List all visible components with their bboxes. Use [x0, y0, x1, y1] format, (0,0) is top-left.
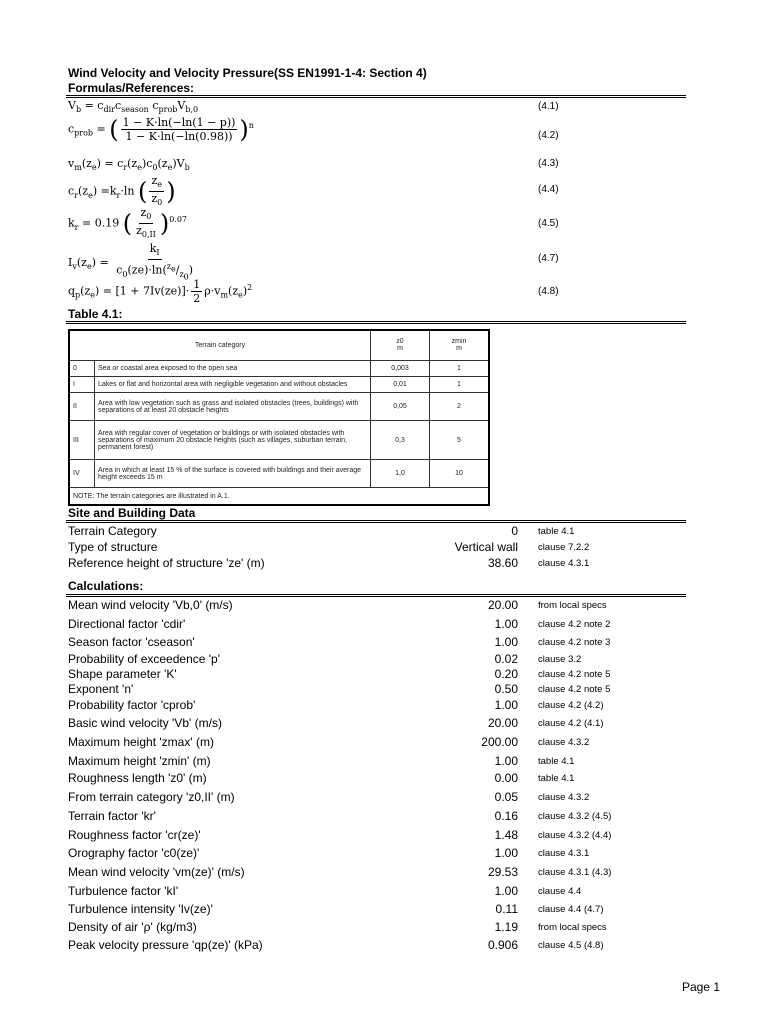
- calc-row-clause: clause 4.3.1 (4.3): [538, 867, 612, 878]
- calc-row-value: 1.48: [494, 828, 518, 842]
- calc-row-label: From terrain category 'z0,II' (m): [68, 790, 235, 804]
- calc-row-clause: clause 4.2 note 2: [538, 619, 611, 630]
- formula-ref: (4.5): [538, 218, 559, 229]
- page-title: Wind Velocity and Velocity Pressure(SS EN1991-1-4: Section 4): [68, 66, 427, 80]
- formula-ref: (4.7): [538, 253, 559, 264]
- calc-row-value: 20.00: [487, 598, 518, 612]
- formula-4-1: $V_b = c_{dir}c_{season}$ $c_{prob}V_{b,0}$: [68, 99, 199, 115]
- calc-row-clause: clause 4.3.2 (4.4): [538, 830, 612, 841]
- calc-row-clause: table 4.1: [538, 773, 575, 784]
- formula-4-4: $c_r(z_e) =k_r\cdot\ln$ ( $\frac{z_e}{z_0}$ ): [68, 174, 176, 208]
- calc-row-clause: from local specs: [538, 922, 607, 933]
- calc-row-clause: clause 4.2 (4.1): [538, 718, 604, 729]
- calc-row-label: Terrain factor 'kr': [68, 809, 156, 823]
- site-row-clause: table 4.1: [538, 526, 575, 537]
- calc-row-value: 0.11: [495, 902, 518, 916]
- calc-row-clause: clause 4.4: [538, 886, 582, 897]
- formula-4-8: $q_p(z_e) = [1 + 7Iv(ze)]\cdot$ $\frac{1}{2}$ $\rho\cdot v_m(z_e)^2$: [68, 278, 253, 305]
- calc-row-value: 0.906: [487, 938, 518, 952]
- calc-row-clause: clause 4.3.2: [538, 737, 590, 748]
- calc-row-clause: clause 4.2 (4.2): [538, 700, 604, 711]
- calc-row-label: Roughness factor 'cr(ze)': [68, 828, 201, 842]
- table-row: 0 Sea or coastal area exposed to the open sea 0,003 1: [69, 360, 489, 376]
- calc-row-value: 1.19: [494, 920, 518, 934]
- calc-row-label: Density of air 'ρ' (kg/m3): [68, 920, 197, 934]
- calc-row-clause: clause 3.2: [538, 654, 582, 665]
- calc-row-value: 20.00: [487, 716, 518, 730]
- calc-row-clause: table 4.1: [538, 756, 575, 767]
- calc-row-label: Mean wind velocity 'vm(ze)' (m/s): [68, 865, 245, 879]
- calc-row-label: Exponent 'n': [68, 682, 134, 696]
- calc-row-value: 0.02: [494, 652, 518, 666]
- formula-ref: (4.2): [538, 130, 559, 141]
- calc-row-clause: clause 4.3.2 (4.5): [538, 811, 612, 822]
- table-heading: Table 4.1:: [68, 307, 123, 321]
- table-row: III Area with regular cover of vegetation or buildings or with isolated obstacles with separations of maximum 20 obstacle heights (such as villages, suburban terrain, permanent forest) 0,3 5: [69, 421, 489, 460]
- calc-row-label: Maximum height 'zmin' (m): [68, 754, 211, 768]
- divider: [66, 321, 686, 322]
- calc-row-label: Turbulence factor 'kI': [68, 884, 179, 898]
- table-row: IV Area in which at least 15 % of the surface is covered with buildings and their average height exceeds 15 m 1,0 10: [69, 460, 489, 488]
- site-row-label: Terrain Category: [68, 524, 157, 538]
- calc-row-value: 1.00: [494, 617, 518, 631]
- divider: [66, 97, 686, 98]
- divider: [66, 522, 686, 523]
- formulas-heading: Formulas/References:: [68, 81, 195, 95]
- calc-row-label: Maximum height 'zmax' (m): [68, 735, 214, 749]
- site-heading: Site and Building Data: [68, 506, 196, 520]
- calc-row-label: Orography factor 'c0(ze)': [68, 846, 200, 860]
- table-row: II Area with low vegetation such as grass and isolated obstacles (trees, buildings) with separations of at least 20 obstacle heights 0,05 2: [69, 393, 489, 421]
- formula-4-3: $v_m(z_e) = c_r(z_e)c_0(z_e)V_b$: [68, 157, 190, 173]
- calc-row-clause: clause 4.3.2: [538, 792, 590, 803]
- calc-row-value: 0.00: [494, 771, 518, 785]
- site-row-value: Vertical wall: [454, 540, 518, 554]
- formula-4-7: $I_v(z_e)$ = $\frac{k_I}{c_0(ze)\cdot\ln(^{z_e}/_{z_0})}$: [68, 242, 194, 282]
- divider: [66, 520, 686, 521]
- calc-row-clause: clause 4.4 (4.7): [538, 904, 604, 915]
- site-row-value: 38.60: [487, 556, 518, 570]
- formula-ref: (4.4): [538, 184, 559, 195]
- calc-row-value: 0.20: [494, 667, 518, 681]
- formula-ref: (4.3): [538, 158, 559, 169]
- calc-row-label: Mean wind velocity 'Vb,0' (m/s): [68, 598, 233, 612]
- calc-row-label: Basic wind velocity 'Vb' (m/s): [68, 716, 222, 730]
- calc-row-label: Turbulence intensity 'Iv(ze)': [68, 902, 213, 916]
- calc-row-value: 1.00: [494, 884, 518, 898]
- formula-4-2: $c_{prob}$ = ( $\frac{1 - K\cdot\ln(-\ln(1 - p))}{1 - K\cdot\ln(-\ln(0.98))}$ )$^n$: [68, 115, 254, 144]
- page-number: Page 1: [681, 980, 720, 994]
- formula-4-5: $k_r = 0.19$ ( $\frac{z_0}{z_{0,II}}$ )$^{0.07}$: [68, 206, 188, 240]
- calc-row-label: Probability of exceedence 'p': [68, 652, 221, 666]
- calc-row-value: 1.00: [494, 846, 518, 860]
- calc-row-value: 1.00: [494, 754, 518, 768]
- calc-row-clause: clause 4.5 (4.8): [538, 940, 604, 951]
- calc-row-label: Directional factor 'cdir': [68, 617, 186, 631]
- site-row-clause: clause 4.3.1: [538, 558, 590, 569]
- table-note: NOTE: The terrain categories are illustrated in A.1.: [69, 488, 489, 505]
- calc-row-label: Probability factor 'cprob': [68, 698, 196, 712]
- site-row-label: Type of structure: [68, 540, 158, 554]
- divider: [66, 323, 686, 324]
- formula-ref: (4.8): [538, 286, 559, 297]
- calc-row-label: Peak velocity pressure 'qp(ze)' (kPa): [68, 938, 263, 952]
- calc-row-clause: clause 4.2 note 3: [538, 637, 611, 648]
- calc-row-clause: clause 4.2 note 5: [538, 669, 611, 680]
- calc-heading: Calculations:: [68, 579, 144, 593]
- calc-row-label: Season factor 'cseason': [68, 635, 195, 649]
- table-row: I Lakes or flat and horizontal area with negligible vegetation and without obstacles 0,01 1: [69, 376, 489, 392]
- divider: [66, 594, 686, 595]
- calc-row-clause: clause 4.2 note 5: [538, 684, 611, 695]
- terrain-table: [68, 329, 490, 506]
- z0-header: z0 m: [371, 330, 430, 360]
- zmin-header: zmin m: [430, 330, 490, 360]
- calc-row-value: 29.53: [487, 865, 518, 879]
- calc-row-clause: from local specs: [538, 600, 607, 611]
- calc-row-value: 200.00: [481, 735, 518, 749]
- site-row-clause: clause 7.2.2: [538, 542, 590, 553]
- calc-row-label: Shape parameter 'K': [68, 667, 177, 681]
- site-row-label: Reference height of structure 'ze' (m): [68, 556, 265, 570]
- site-row-value: 0: [511, 524, 518, 538]
- calc-row-label: Roughness length 'z0' (m): [68, 771, 207, 785]
- calc-row-value: 0.50: [494, 682, 518, 696]
- formula-ref: (4.1): [538, 101, 559, 112]
- calc-row-value: 1.00: [494, 635, 518, 649]
- calc-row-value: 1.00: [494, 698, 518, 712]
- divider: [66, 95, 686, 96]
- calc-row-clause: clause 4.3.1: [538, 848, 590, 859]
- divider: [66, 596, 686, 597]
- calc-row-value: 0.05: [494, 790, 518, 804]
- calc-row-value: 0.16: [494, 809, 518, 823]
- terrain-category-header: Terrain category: [69, 330, 371, 360]
